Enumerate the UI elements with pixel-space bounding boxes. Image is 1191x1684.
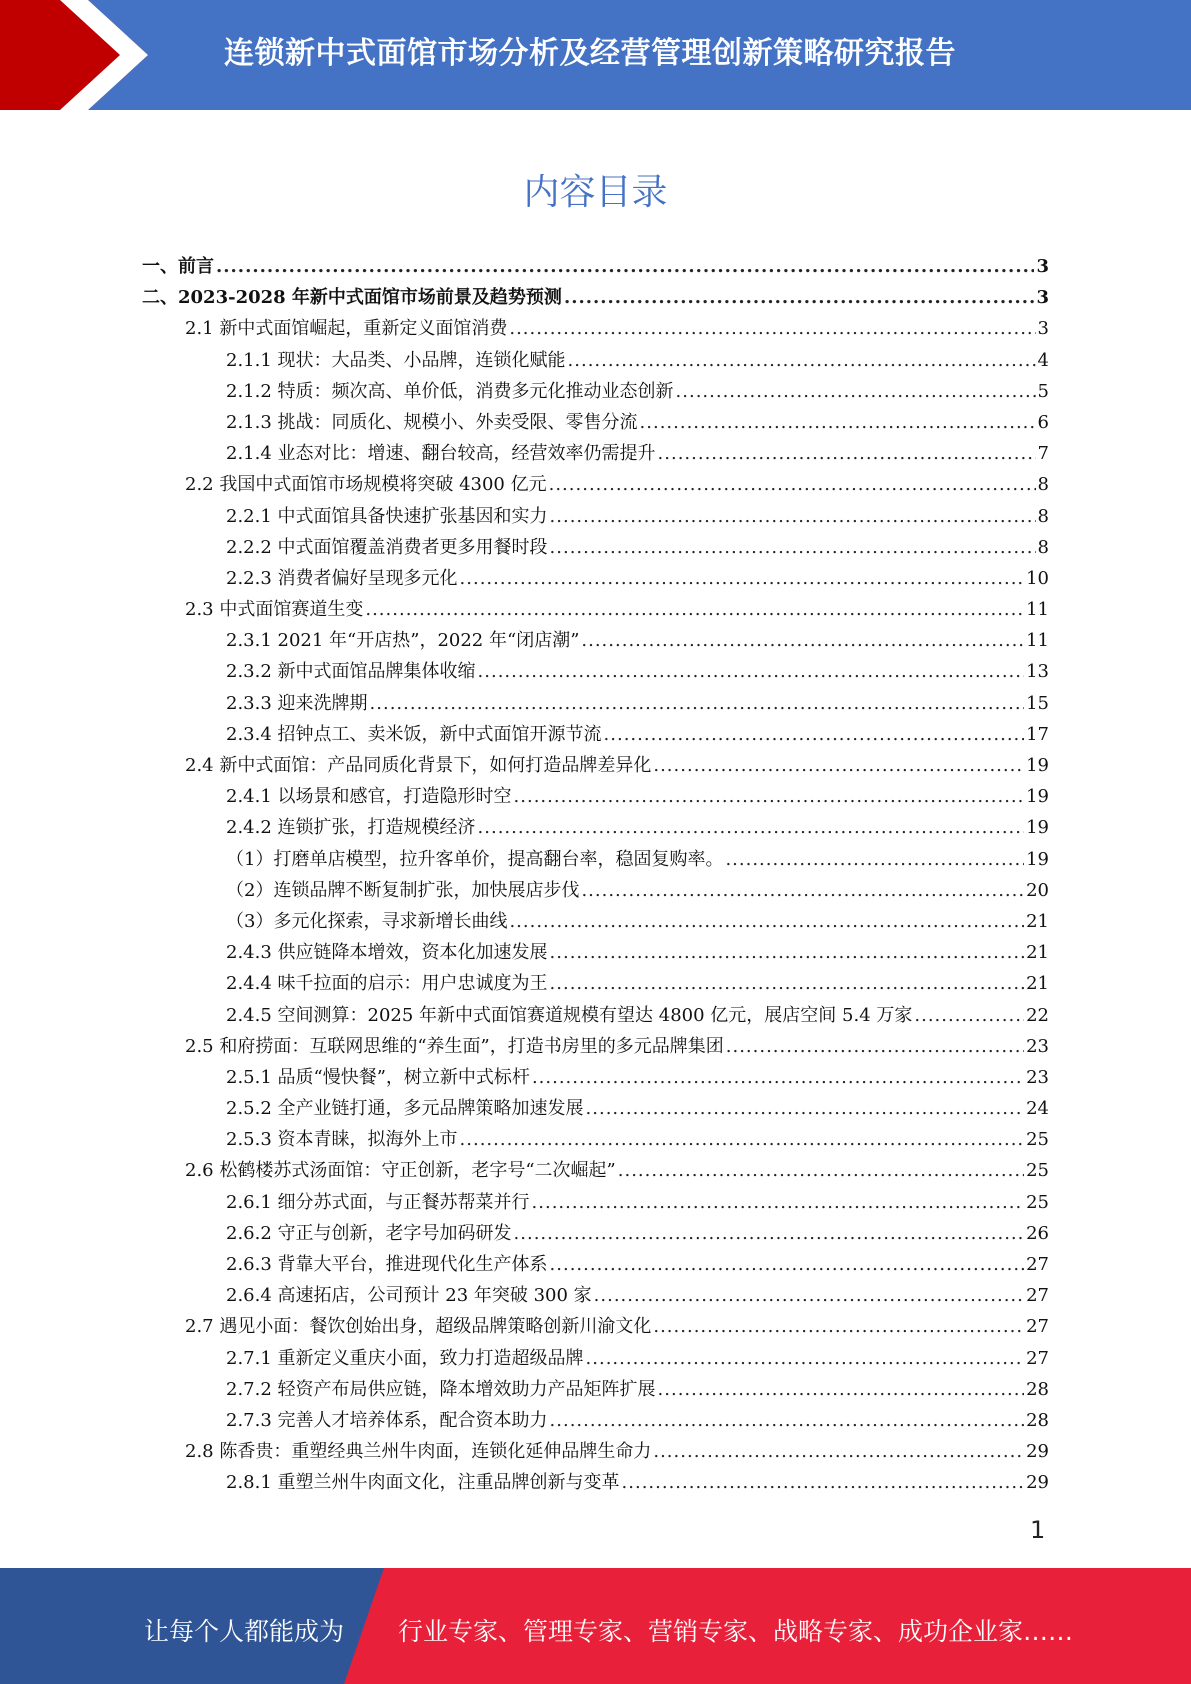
toc-entry-page: 24 [1026, 1098, 1049, 1120]
toc-dot-leader [640, 412, 1036, 433]
toc-entry-page: 20 [1026, 879, 1049, 901]
toc-entry-title: 2.7.2 轻资产布局供应链，降本增效助力产品矩阵扩展 [226, 1378, 656, 1400]
toc-dot-leader [586, 1098, 1025, 1119]
toc-dot-leader [658, 1379, 1025, 1400]
toc-entry[interactable] [142, 1156, 1049, 1187]
toc-dot-leader [550, 537, 1036, 558]
toc-dot-leader [564, 287, 1035, 308]
toc-entry-page: 25 [1026, 1160, 1049, 1182]
toc-entry-title: 2.6.1 细分苏式面，与正餐苏帮菜并行 [226, 1191, 530, 1213]
toc-entry-page: 21 [1026, 910, 1049, 932]
toc-entry-page: 3 [1036, 256, 1049, 277]
toc-entry[interactable] [142, 1406, 1049, 1437]
toc-entry-title: 2.5.3 资本青睐，拟海外上市 [226, 1129, 458, 1151]
header-title: 连锁新中式面馆市场分析及经营管理创新策略研究报告 [224, 36, 956, 71]
toc-entry-title: 2.4.3 供应链降本增效，资本化加速发展 [226, 942, 548, 964]
toc-entry-page: 26 [1026, 1222, 1049, 1244]
toc-dot-leader [594, 1285, 1024, 1306]
toc-entry[interactable] [142, 720, 1049, 751]
toc-entry[interactable] [142, 1188, 1049, 1219]
toc-entry-page: 17 [1026, 723, 1049, 745]
toc-entry[interactable] [142, 1437, 1049, 1468]
toc-entry[interactable] [142, 283, 1049, 314]
toc-dot-leader [653, 1441, 1024, 1462]
toc-entry-page: 19 [1026, 786, 1049, 808]
toc-entry[interactable] [142, 657, 1049, 688]
toc-entry-page: 28 [1026, 1409, 1049, 1431]
toc-entry-page: 13 [1026, 661, 1049, 683]
toc-entry[interactable] [142, 1281, 1049, 1312]
toc-entry[interactable] [142, 626, 1049, 657]
toc-entry-title: 2.5 和府捞面：互联网思维的“养生面”，打造书房里的多元品牌集团 [185, 1035, 724, 1057]
toc-entry-title: 2.1.1 现状：大品类、小品牌，连锁化赋能 [226, 349, 566, 371]
toc-entry-title: 2.7 遇见小面：餐饮创始出身，超级品牌策略创新川渝文化 [185, 1316, 652, 1338]
toc-entry-title: （2）连锁品牌不断复制扩张，加快展店步伐 [226, 879, 580, 901]
toc-entry-page: 19 [1026, 848, 1049, 870]
toc-entry-title: 2.6.2 守正与创新，老字号加码研发 [226, 1222, 512, 1244]
toc-entry[interactable] [142, 689, 1049, 720]
toc-entry[interactable] [142, 439, 1049, 470]
toc-dot-leader [550, 973, 1025, 994]
toc-entry[interactable] [142, 876, 1049, 907]
toc-entry[interactable] [142, 1250, 1049, 1281]
toc-entry-page: 19 [1026, 817, 1049, 839]
toc-entry[interactable] [142, 1468, 1049, 1499]
toc-dot-leader [618, 1160, 1024, 1181]
toc-dot-leader [532, 1067, 1024, 1088]
toc-dot-leader [514, 786, 1025, 807]
toc-entry[interactable] [142, 1032, 1049, 1063]
toc-entry[interactable] [142, 408, 1049, 439]
toc-dot-leader [460, 1129, 1025, 1150]
toc-entry-title: 2.5.2 全产业链打通，多元品牌策略加速发展 [226, 1098, 584, 1120]
toc-entry[interactable] [142, 377, 1049, 408]
toc-dot-leader [514, 1223, 1025, 1244]
toc-dot-leader [478, 817, 1025, 838]
toc-entry-title: 2.7.3 完善人才培养体系，配合资本助力 [226, 1409, 548, 1431]
page-header [0, 0, 1191, 110]
toc-entry-title: 2.3.1 2021 年“开店热”，2022 年“闭店潮” [226, 630, 580, 652]
toc-dot-leader [509, 911, 1024, 932]
toc-entry-page: 15 [1026, 692, 1049, 714]
toc-dot-leader [532, 1192, 1025, 1213]
toc-entry-page: 19 [1026, 755, 1049, 776]
page-number: 1 [1030, 1516, 1046, 1544]
toc-entry[interactable] [142, 1375, 1049, 1406]
toc-entry-title: （1）打磨单店模型，拉升客单价，提高翻台率，稳固复购率。 [226, 848, 724, 870]
toc-dot-leader [550, 506, 1036, 527]
toc-entry-title: 2.1.4 业态对比：增速、翻台较高，经营效率仍需提升 [226, 443, 656, 465]
toc-entry-page: 3 [1037, 318, 1049, 340]
toc-dot-leader [460, 568, 1025, 589]
toc-entry[interactable] [142, 252, 1049, 283]
toc-entry-page: 25 [1026, 1129, 1049, 1151]
toc-entry-title: 2.3 中式面馆赛道生变 [185, 599, 364, 621]
toc-entry-page: 27 [1026, 1347, 1049, 1369]
toc-dot-leader [478, 661, 1025, 682]
toc-dot-leader [550, 942, 1025, 963]
toc-dot-leader [653, 755, 1024, 776]
footer-slogan-right: 行业专家、管理专家、营销专家、战略专家、成功企业家…… [398, 1617, 1074, 1646]
toc-dot-leader [581, 880, 1024, 901]
toc-entry[interactable] [142, 907, 1049, 938]
toc-entry[interactable] [142, 1001, 1049, 1032]
toc-dot-leader [676, 381, 1036, 402]
toc-entry-title: 2.6.4 高速拓店，公司预计 23 年突破 300 家 [226, 1285, 592, 1307]
toc-entry-title: 2.4 新中式面馆：产品同质化背景下，如何打造品牌差异化 [185, 755, 652, 776]
toc-dot-leader [549, 474, 1036, 495]
toc-entry-title: 2.2 我国中式面馆市场规模将突破 4300 亿元 [185, 474, 547, 496]
toc-entry[interactable] [142, 1125, 1049, 1156]
toc-entry-title: 2.4.2 连锁扩张，打造规模经济 [226, 817, 476, 839]
toc-entry[interactable] [142, 1312, 1049, 1343]
toc-dot-leader [658, 443, 1036, 464]
toc-entry-page: 28 [1026, 1378, 1049, 1400]
toc-entry-title: 2.6.3 背靠大平台，推进现代化生产体系 [226, 1254, 548, 1275]
toc-entry-page: 8 [1037, 536, 1049, 558]
toc-entry[interactable] [142, 1219, 1049, 1250]
toc-entry-page: 23 [1026, 1035, 1049, 1057]
toc-dot-leader [550, 1410, 1025, 1431]
toc-entry-page: 22 [1026, 1004, 1049, 1026]
page-footer [0, 1568, 1191, 1684]
toc-entry-page: 21 [1026, 973, 1049, 995]
toc-dot-leader [725, 849, 1024, 870]
toc-entry-page: 6 [1037, 411, 1049, 433]
toc-dot-leader [581, 630, 1024, 651]
toc-entry-title: 2.8 陈香贵：重塑经典兰州牛肉面，连锁化延伸品牌生命力 [185, 1441, 652, 1463]
toc-entry-page: 3 [1036, 287, 1049, 309]
toc-entry-title: 二、2023-2028 年新中式面馆市场前景及趋势预测 [142, 287, 562, 309]
toc-entry-title: 2.3.2 新中式面馆品牌集体收缩 [226, 661, 476, 683]
toc-entry-page: 27 [1026, 1254, 1049, 1275]
toc-entry-title: 2.1.2 特质：频次高、单价低，消费多元化推动业态创新 [226, 380, 674, 402]
toc-entry-page: 27 [1026, 1285, 1049, 1307]
toc-entry[interactable] [142, 314, 1049, 345]
toc-entry-page: 11 [1026, 599, 1049, 621]
toc-entry-title: 2.2.2 中式面馆覆盖消费者更多用餐时段 [226, 536, 548, 558]
toc-entry-title: 2.2.1 中式面馆具备快速扩张基因和实力 [226, 505, 548, 527]
toc-entry[interactable] [142, 595, 1049, 626]
toc-entry[interactable] [142, 782, 1049, 813]
toc-dot-leader [568, 350, 1036, 371]
toc-entry[interactable] [142, 346, 1049, 377]
toc-entry[interactable] [142, 751, 1049, 782]
toc-entry-title: 2.1.3 挑战：同质化、规模小、外卖受限、零售分流 [226, 411, 638, 433]
toc-entry-page: 7 [1037, 443, 1049, 465]
table-of-contents [142, 252, 1049, 1500]
toc-entry-page: 5 [1037, 380, 1049, 402]
toc-entry-title: 一、前言 [142, 256, 214, 277]
toc-entry-title: 2.2.3 消费者偏好呈现多元化 [226, 567, 458, 589]
toc-entry[interactable] [142, 969, 1049, 1000]
toc-entry-title: 2.3.4 招钟点工、卖米饭，新中式面馆开源节流 [226, 723, 602, 745]
toc-entry[interactable] [142, 813, 1049, 844]
toc-dot-leader [370, 693, 1025, 714]
toc-entry[interactable] [142, 938, 1049, 969]
toc-entry-page: 21 [1026, 942, 1049, 964]
toc-entry[interactable] [142, 470, 1049, 501]
toc-entry-page: 27 [1026, 1316, 1049, 1338]
toc-entry-page: 25 [1026, 1191, 1049, 1213]
toc-entry-title: 2.6 松鹤楼苏式汤面馆：守正创新，老字号“二次崛起” [185, 1160, 616, 1182]
toc-entry-title: 2.1 新中式面馆崛起，重新定义面馆消费 [185, 318, 508, 340]
toc-dot-leader [216, 256, 1034, 277]
toc-entry-page: 4 [1037, 349, 1049, 371]
toc-entry-page: 8 [1037, 505, 1049, 527]
toc-dot-leader [622, 1472, 1025, 1493]
toc-dot-leader [586, 1348, 1025, 1369]
toc-entry[interactable] [142, 1063, 1049, 1094]
toc-entry-title: （3）多元化探索，寻求新增长曲线 [226, 910, 508, 932]
toc-entry-page: 29 [1026, 1472, 1049, 1494]
toc-entry[interactable] [142, 1094, 1049, 1125]
toc-entry-title: 2.8.1 重塑兰州牛肉面文化，注重品牌创新与变革 [226, 1472, 620, 1494]
toc-entry-page: 10 [1026, 567, 1049, 589]
toc-dot-leader [509, 318, 1035, 339]
toc-dot-leader [726, 1036, 1024, 1057]
toc-entry[interactable] [142, 1344, 1049, 1375]
toc-entry-title: 2.4.4 味千拉面的启示：用户忠诚度为王 [226, 973, 548, 995]
footer-slogan-left: 让每个人都能成为 [144, 1617, 345, 1646]
toc-entry-title: 2.4.1 以场景和感官，打造隐形时空 [226, 786, 512, 808]
toc-heading: 内容目录 [523, 172, 668, 213]
toc-entry-title: 2.3.3 迎来洗牌期 [226, 692, 368, 714]
toc-entry[interactable] [142, 564, 1049, 595]
toc-entry-title: 2.7.1 重新定义重庆小面，致力打造超级品牌 [226, 1347, 584, 1369]
toc-dot-leader [653, 1316, 1024, 1337]
toc-dot-leader [550, 1254, 1025, 1275]
toc-entry-page: 8 [1037, 474, 1049, 496]
toc-entry[interactable] [142, 502, 1049, 533]
toc-entry-title: 2.5.1 品质“慢快餐”，树立新中式标杆 [226, 1066, 530, 1088]
toc-entry[interactable] [142, 845, 1049, 876]
toc-entry-page: 23 [1026, 1066, 1049, 1088]
toc-entry-title: 2.4.5 空间测算：2025 年新中式面馆赛道规模有望达 4800 亿元，展店空间 5.4 万家 [226, 1004, 913, 1026]
toc-entry[interactable] [142, 533, 1049, 564]
toc-dot-leader [365, 599, 1024, 620]
toc-entry-page: 29 [1026, 1441, 1049, 1463]
toc-dot-leader [914, 1005, 1024, 1026]
toc-dot-leader [604, 724, 1025, 745]
toc-entry-page: 11 [1026, 630, 1049, 652]
